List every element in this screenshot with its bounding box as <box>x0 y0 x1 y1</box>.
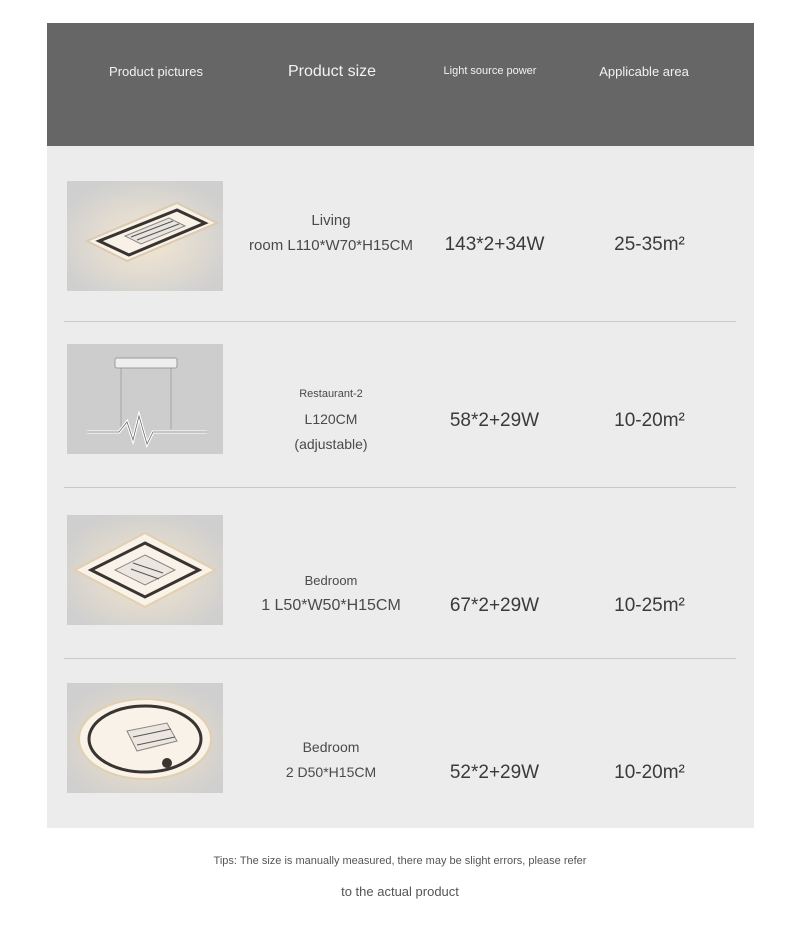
light-source-power: 143*2+34W <box>444 234 545 255</box>
square-ceiling-lamp-icon <box>67 515 223 625</box>
light-source-power: 52*2+29W <box>449 762 540 783</box>
table-row <box>47 659 754 828</box>
table-header <box>47 23 754 146</box>
size-line: 2 D50*H15CM <box>285 764 377 780</box>
table-row <box>47 488 754 658</box>
size-line: Bedroom <box>302 739 360 755</box>
header-light-source-power: Light source power <box>443 65 537 77</box>
applicable-area: 10-20m² <box>614 410 685 431</box>
applicable-area: 10-25m² <box>614 595 685 616</box>
light-source-power: 67*2+29W <box>449 595 540 616</box>
applicable-area: 25-35m² <box>614 234 685 255</box>
applicable-area: 10-20m² <box>614 762 685 783</box>
size-line: 1 L50*W50*H15CM <box>261 597 401 614</box>
pendant-lamp-icon <box>67 344 223 454</box>
size-line: Bedroom <box>304 573 358 588</box>
product-size <box>242 208 420 258</box>
product-size <box>242 735 420 785</box>
round-ceiling-lamp-icon <box>67 683 223 793</box>
header-product-pictures: Product pictures <box>109 64 203 79</box>
product-size <box>242 568 420 618</box>
size-line: Living <box>311 212 351 229</box>
rectangular-ceiling-lamp-icon <box>67 181 223 291</box>
tips-note-continued: to the actual product <box>341 884 459 899</box>
table-row <box>47 146 754 321</box>
light-source-power: 58*2+29W <box>449 410 540 431</box>
table-row <box>47 322 754 487</box>
header-applicable-area: Applicable area <box>599 64 689 79</box>
header-product-size: Product size <box>287 63 377 80</box>
size-line: room L110*W70*H15CM <box>249 237 413 254</box>
product-size <box>242 382 420 457</box>
size-line: L120CM <box>304 411 358 427</box>
size-line: (adjustable) <box>294 436 368 452</box>
size-line: Restaurant-2 <box>299 388 363 400</box>
product-spec-panel <box>47 23 754 828</box>
tips-note: Tips: The size is manually measured, there may be slight errors, please refer <box>213 855 587 867</box>
